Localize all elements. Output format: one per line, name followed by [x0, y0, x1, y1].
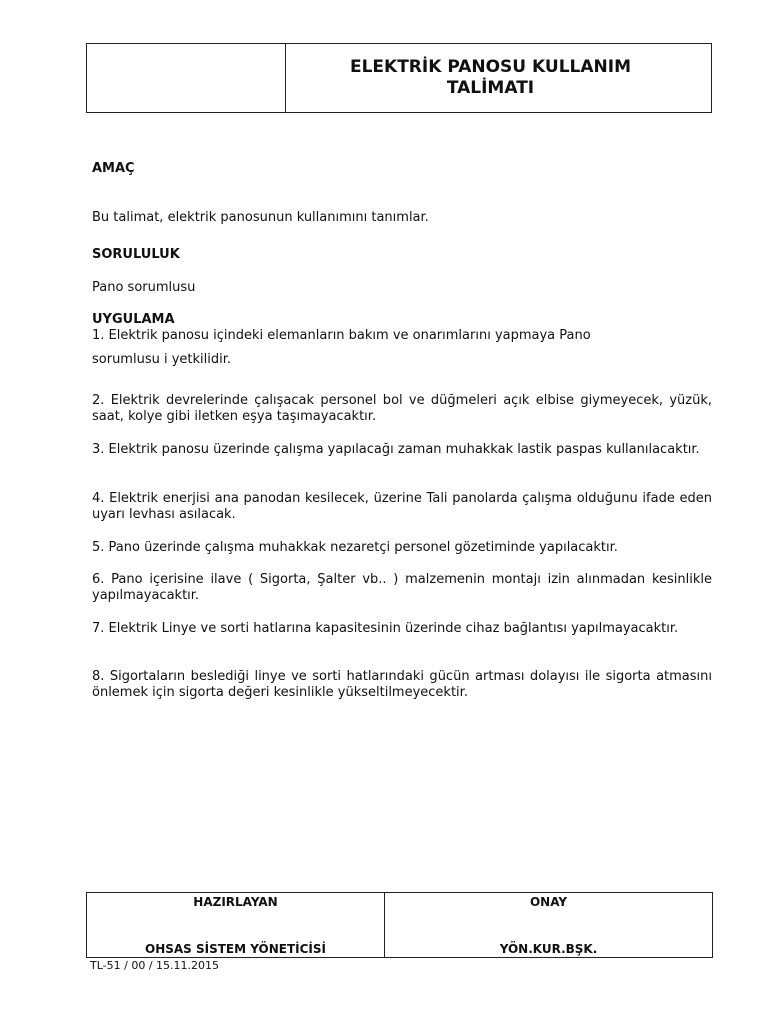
- title-line-2: TALİMATI: [446, 78, 535, 98]
- approval-cell: [385, 893, 712, 957]
- prepared-by-value: OHSAS SİSTEM YÖNETİCİSİ: [145, 942, 326, 956]
- item-1-line-2: sorumlusu i yetkilidir.: [92, 352, 232, 367]
- header-table: [86, 43, 712, 113]
- item-2: 2. Elektrik devrelerinde çalışacak personel bol ve düğmeleri açık elbise giymeyecek, yüzük, saat, kolye gibi iletken eşya taşımayacaktır.: [92, 393, 712, 424]
- document-title: [286, 44, 711, 112]
- prepared-by-label: HAZIRLAYAN: [193, 895, 278, 909]
- logo-cell: [87, 44, 286, 112]
- uygulama-heading: UYGULAMA: [92, 312, 175, 327]
- amac-heading: AMAÇ: [92, 161, 135, 176]
- sorumluluk-text: Pano sorumlusu: [92, 280, 196, 295]
- approval-value: YÖN.KUR.BŞK.: [499, 942, 598, 956]
- approval-label: ONAY: [529, 895, 568, 909]
- title-line-1: ELEKTRİK PANOSU KULLANIM: [349, 57, 631, 77]
- document-code: TL-51 / 00 / 15.11.2015: [90, 959, 219, 972]
- item-3: 3. Elektrik panosu üzerinde çalışma yapılacağı zaman muhakkak lastik paspas kullanılacaktır.: [92, 442, 700, 457]
- amac-text: Bu talimat, elektrik panosunun kullanımını tanımlar.: [92, 210, 429, 225]
- item-6: 6. Pano içerisine ilave ( Sigorta, Şalter vb.. ) malzemenin montajı izin alınmadan kesinlikle yapılmayacaktır.: [92, 572, 712, 603]
- item-5: 5. Pano üzerinde çalışma muhakkak nezaretçi personel gözetiminde yapılacaktır.: [92, 540, 618, 555]
- item-8: 8. Sigortaların beslediği linye ve sorti hatlarındaki gücün artması dolayısı ile sigorta atmasını önlemek için sigorta değeri kesinlikle yükseltilmeyecektir.: [92, 669, 712, 700]
- signature-table: [86, 892, 713, 958]
- prepared-by-cell: [87, 893, 385, 957]
- item-1-line-1: 1. Elektrik panosu içindeki elemanların bakım ve onarımlarını yapmaya Pano: [92, 328, 591, 343]
- item-4: 4. Elektrik enerjisi ana panodan kesilecek, üzerine Tali panolarda çalışma olduğunu ifade eden uyarı levhası asılacak.: [92, 491, 712, 522]
- sorumluluk-heading: SORULULUK: [92, 247, 180, 262]
- item-7: 7. Elektrik Linye ve sorti hatlarına kapasitesinin üzerinde cihaz bağlantısı yapılmayacaktır.: [92, 621, 679, 636]
